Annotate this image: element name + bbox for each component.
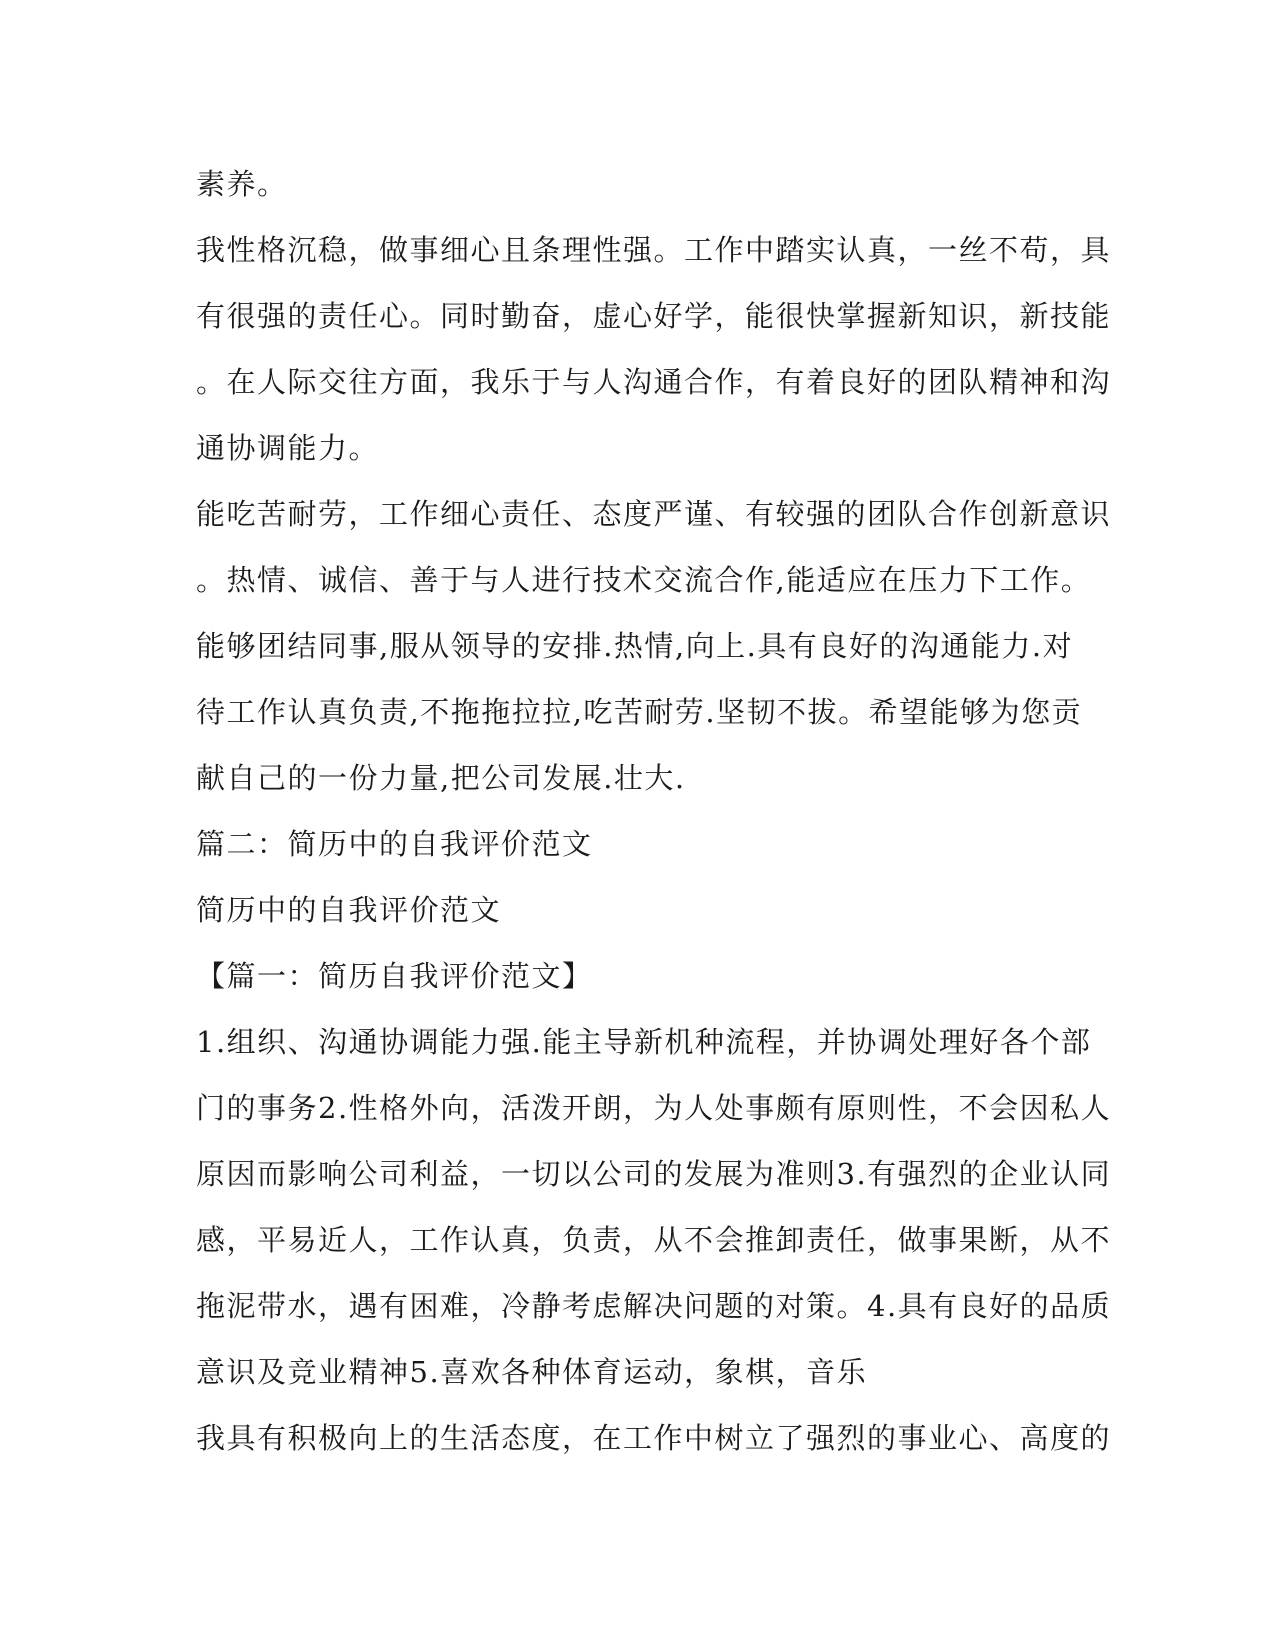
text-line: 我性格沉稳，做事细心且条理性强。工作中踏实认真，一丝不苟，具 (196, 233, 1112, 267)
text-line: 通协调能力。 (196, 431, 380, 465)
text-line: 。热情、诚信、善于与人进行技术交流合作,能适应在压力下工作。 (196, 563, 1092, 597)
text-line: 素养。 (196, 167, 288, 201)
text-line: 待工作认真负责,不拖拖拉拉,吃苦耐劳.坚韧不拔。希望能够为您贡 (196, 695, 1083, 729)
text-line: 能吃苦耐劳，工作细心责任、态度严谨、有较强的团队合作创新意识 (196, 497, 1112, 531)
text-line: 感，平易近人，工作认真，负责，从不会推卸责任，做事果断，从不 (196, 1223, 1112, 1257)
text-line: 有很强的责任心。同时勤奋，虚心好学，能很快掌握新知识，新技能 (196, 299, 1112, 333)
text-line: 门的事务2.性格外向，活泼开朗，为人处事颇有原则性，不会因私人 (196, 1091, 1112, 1125)
document-body (196, 151, 1112, 1471)
text-line: 拖泥带水，遇有困难，冷静考虑解决问题的对策。4.具有良好的品质 (196, 1289, 1112, 1323)
text-line: 。在人际交往方面，我乐于与人沟通合作，有着良好的团队精神和沟 (196, 365, 1112, 399)
section-heading: 篇二：简历中的自我评价范文 (196, 827, 593, 861)
subsection-heading: 【篇一：简历自我评价范文】 (196, 959, 593, 993)
text-line: 我具有积极向上的生活态度，在工作中树立了强烈的事业心、高度的 (196, 1421, 1112, 1455)
text-line: 1.组织、沟通协调能力强.能主导新机种流程，并协调处理好各个部 (196, 1025, 1092, 1059)
subtitle: 简历中的自我评价范文 (196, 893, 502, 927)
text-line: 原因而影响公司利益，一切以公司的发展为准则3.有强烈的企业认同 (196, 1157, 1112, 1191)
text-line: 能够团结同事,服从领导的安排.热情,向上.具有良好的沟通能力.对 (196, 629, 1074, 663)
text-line: 献自己的一份力量,把公司发展.壮大. (196, 761, 686, 795)
text-line: 意识及竞业精神5.喜欢各种体育运动，象棋，音乐 (196, 1355, 868, 1389)
